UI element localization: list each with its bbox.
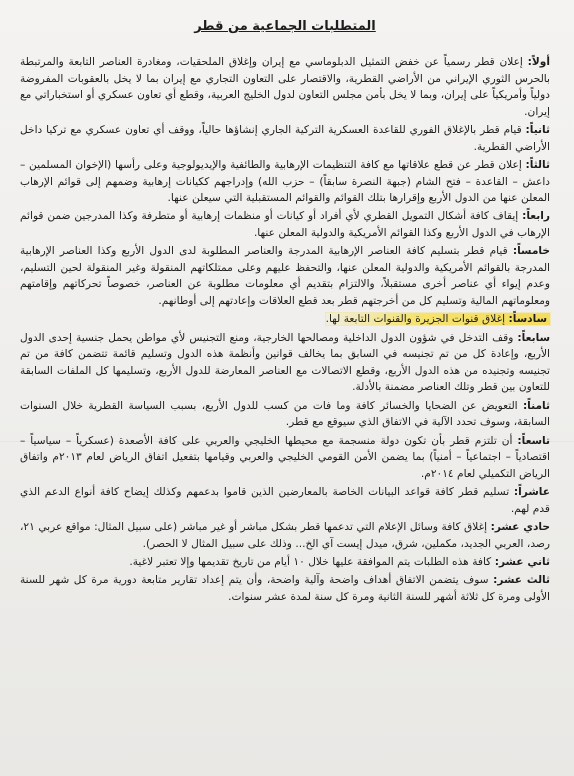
demand-label: حادي عشر:: [490, 520, 551, 533]
document-title: المتطلبات الجماعية من قطر: [194, 19, 376, 34]
demand-text: كافة هذه الطلبات يتم الموافقة عليها خلال ١٠ أيام من تاريخ تقديمها وإلا تعتبر لاغية.: [129, 555, 495, 568]
demand-label: ثالثاً:: [525, 158, 550, 171]
demand-text: إغلاق قنوات الجزيرة والقنوات التابعة لها.: [325, 313, 509, 326]
demand-text: قيام قطر بالإغلاق الفوري للقاعدة العسكرية التركية الجاري إنشاؤها حالياً، ووقف أي تعاون عسكري مع تركيا داخل الأراضي القطرية.: [20, 124, 550, 153]
demand-item: [20, 572, 550, 605]
demand-label: رابعاً:: [522, 210, 550, 223]
demand-label: خامساً:: [512, 245, 550, 258]
demand-text: إيقاف كافة أشكال التمويل القطري لأي أفراد أو كيانات أو منظمات إرهابية أو متطرفة وكذا المدرجين ضمن قوائم الإرهاب في الدول الأربع وكذا القوائم الأمريكية والدولية المعلن عنها.: [20, 210, 550, 239]
demand-item: [20, 398, 550, 431]
demand-text: وقف التدخل في شؤون الدول الداخلية ومصالحها الخارجية، ومنع التجنيس لأي مواطن يحمل جنسية إحدى الدول الأربع، وإعادة كل من تم تجنيسه في السابق بما يخالف قوانين وأنظمة هذه الدول وتسليم قائمة تتضمن كافة من تم تجنيسه وتجنيده من هذه الدول الأربع، وقطع الاتصالات مع العناصر المعارضة للدول الأربع، وتسليمها كل الملفات السابقة للتعاون بين قطر وتلك العناصر مضمنة بالأدلة.: [20, 331, 550, 394]
demand-label: أولاً:: [527, 56, 550, 68]
demand-text: تسليم قطر كافة قواعد البيانات الخاصة بالمعارضين الذين قاموا بدعمهم وكذلك إيضاح كافة أنواع الدعم الذي قدم لهم.: [20, 486, 550, 515]
demand-label: عاشراً:: [513, 486, 550, 499]
demand-item: [20, 157, 550, 207]
demand-label: ثامناً:: [522, 399, 550, 412]
demand-label: ثالث عشر:: [493, 574, 551, 587]
demand-text: إعلان قطر عن قطع علاقاتها مع كافة التنظيمات الإرهابية والطائفية والإيديولوجية وعلى رأسها (الإخوان المسلمين – داعش – القاعدة – فتح الشام (جبهة النصرة سابقاً) – حزب الله) وإدراجهم ككيانات إرهابية وضمهم إلى قوائم الإرهاب المعلن عنها من الدول الأربع وإقرارها بتلك القوائم والقوائم المستقبلية التي سيعلن عنها.: [20, 158, 550, 205]
demand-item-highlighted: [20, 311, 550, 328]
demands-list: [20, 54, 550, 605]
demand-text: إعلان قطر رسمياً عن خفض التمثيل الدبلوماسي مع إيران وإغلاق الملحقيات، ومغادرة العناصر التابعة والمرتبطة بالحرس الثوري الإيراني من الأراضي القطرية، والاقتصار على التعاون التجاري مع إيران بما لا يخل بالعقوبات المفروضة دولياً وأمريكياً على إيران، وبما لا يخل بأمن مجلس التعاون لدول الخليج العربية، وقطع أي تعاون عسكري أو استخباراتي مع إيران.: [20, 56, 550, 118]
demand-item: [20, 330, 550, 396]
demand-text: إغلاق كافة وسائل الإعلام التي تدعمها قطر بشكل مباشر أو غير مباشر (على سبيل المثال: مواقع عربي ٢١، رصد، العربي الجديد، مكملين، شرق، ميدل إيست آي الخ... وذلك على سبيل المثال لا الحصر).: [20, 520, 550, 550]
demand-item: [20, 554, 550, 571]
demand-item: [20, 243, 550, 309]
demand-item: [20, 122, 550, 155]
demand-label: تاسعاً:: [517, 434, 550, 447]
demand-label: سابعاً:: [517, 331, 550, 344]
demand-text: أن تلتزم قطر بأن تكون دولة منسجمة مع محيطها الخليجي والعربي على كافة الأصعدة (عسكرياً – سياسياً – اقتصادياً – اجتماعياً – أمنياً) بما يضمن الأمن القومي الخليجي والعربي وقيامها بتفعيل اتفاق الرياض لعام ٢٠١٣م واتفاق الرياض التكميلي لعام ٢٠١٤م.: [20, 434, 550, 480]
highlight-marker: [326, 313, 550, 325]
demand-item: [20, 208, 550, 241]
demand-item: [20, 519, 550, 552]
demand-item: [20, 433, 550, 483]
demand-label: سادساً:: [508, 313, 547, 326]
demand-item: [20, 484, 550, 517]
demand-label: ثانياً:: [525, 124, 550, 137]
demand-label: ثاني عشر:: [494, 555, 550, 568]
demand-item: [20, 54, 550, 120]
demand-text: سوف يتضمن الاتفاق أهداف واضحة وآلية واضحة، وأن يتم إعداد تقارير متابعة دورية مرة كل شهر للسنة الأولى ومرة كل ثلاثة أشهر للسنة الثانية ومرة كل سنة لمدة عشر سنوات.: [20, 574, 550, 603]
demand-text: قيام قطر بتسليم كافة العناصر الإرهابية المدرجة والعناصر المطلوبة لدى الدول الأربع وكذا العناصر الإرهابية المدرجة بالقوائم الأمريكية والدولية المعلن عنها، والتحفظ عليهم وعلى ممتلكاتهم المنقولة وغير المنقولة لحين التسليم، وعدم إيواء أي عناصر أخرى مستقبلاً، والالتزام بتقديم أي معلومات مطلوبة عن العناصر، خصوصاً تحركاتهم وإقامتهم ومعلوماتهم المالية وتسليم كل من أخرجتهم قطر بعد قطع العلاقات وإعادتهم إلى أوطانهم.: [20, 245, 550, 308]
demand-text: التعويض عن الضحايا والخسائر كافة وما فات من كسب للدول الأربع، بسبب السياسة القطرية خلال السنوات السابقة، وسوف تحدد الآلية في الاتفاق الذي سيوقع مع قطر.: [20, 399, 550, 429]
